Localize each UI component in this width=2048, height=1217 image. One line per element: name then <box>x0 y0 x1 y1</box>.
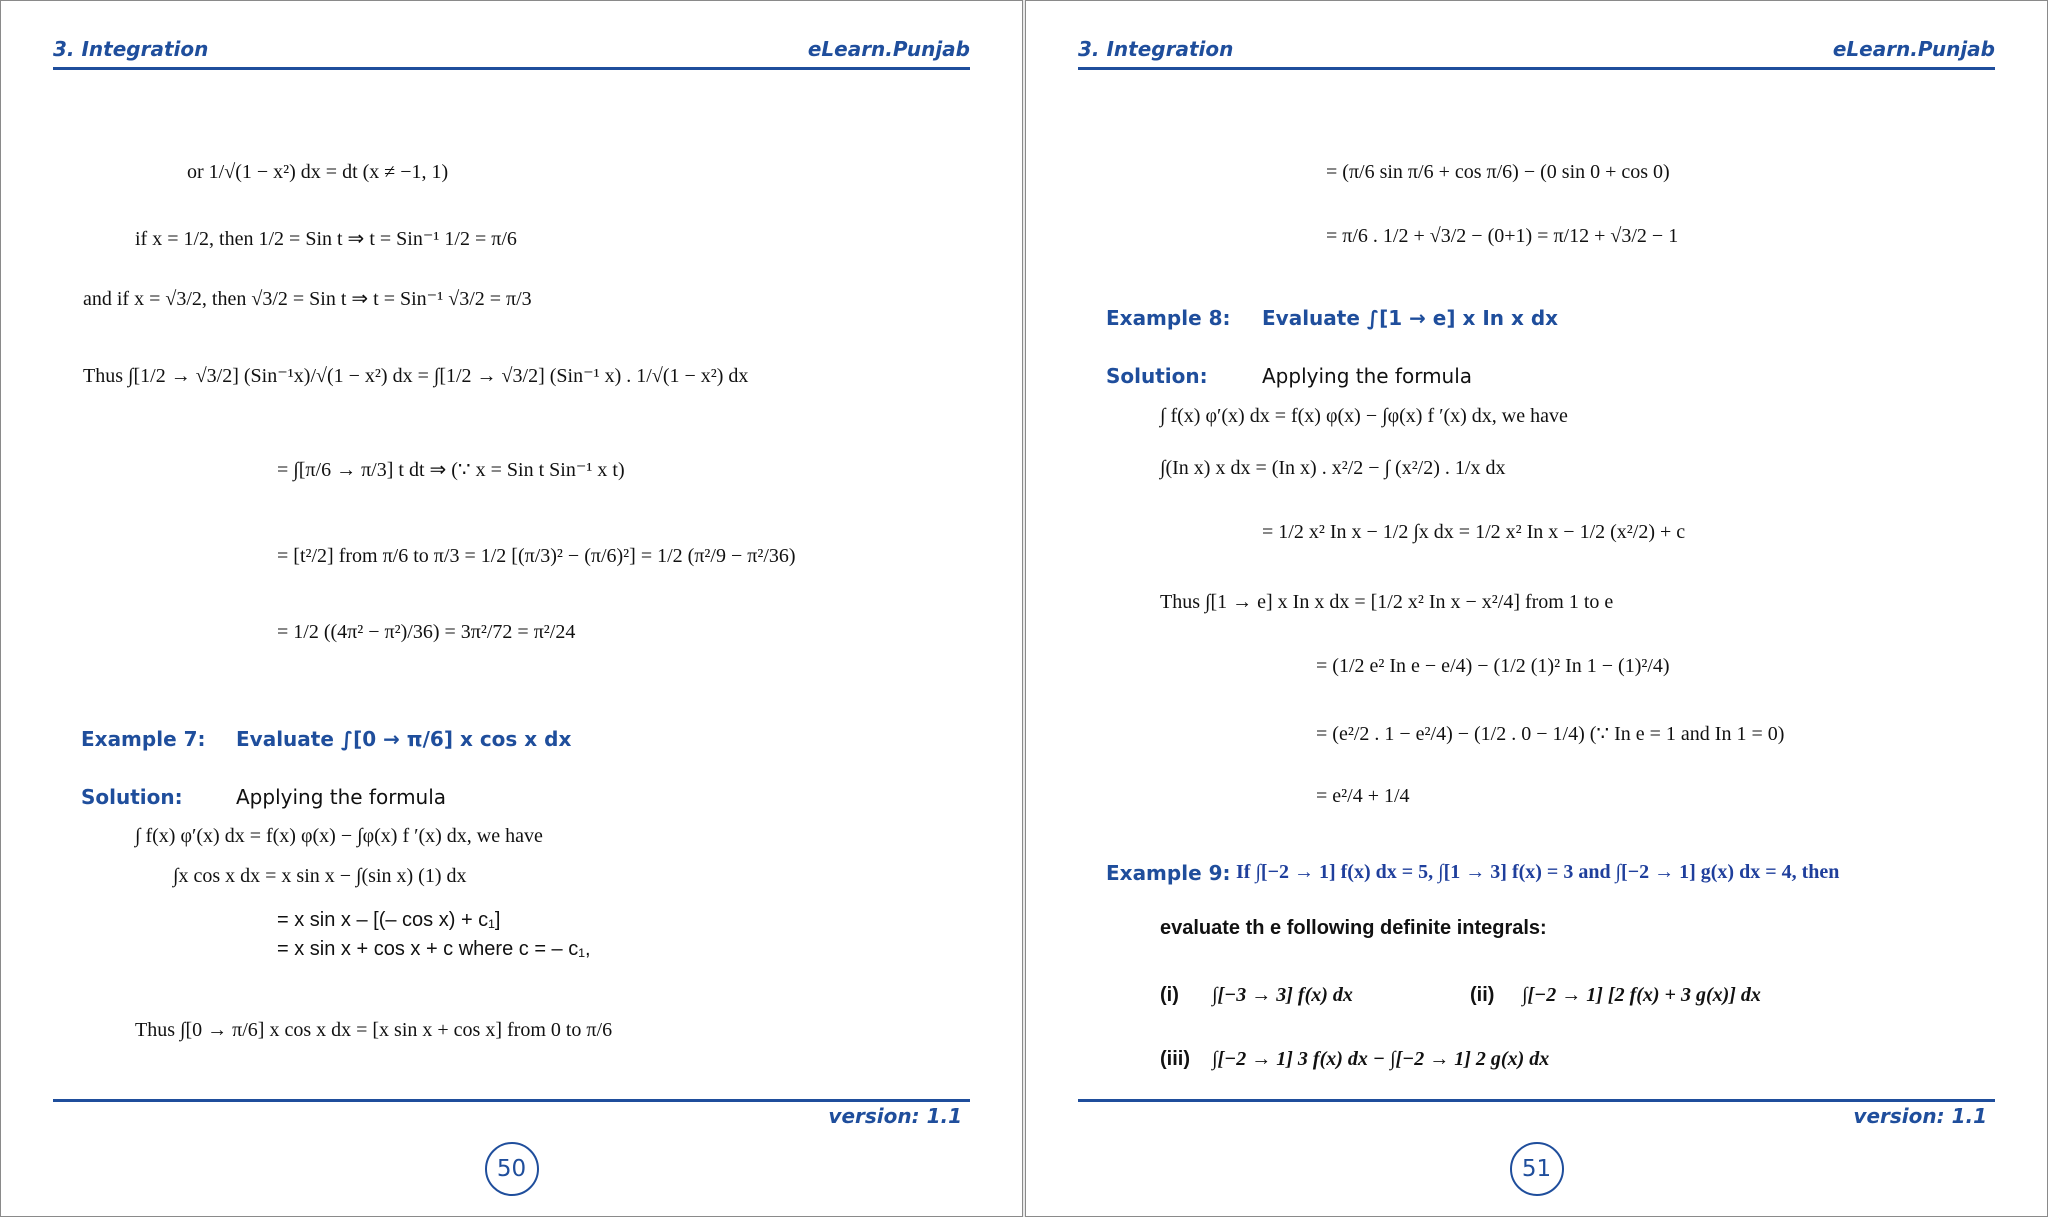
page-number: 50 <box>485 1142 539 1196</box>
solution-text: Applying the formula <box>1262 364 1473 388</box>
version-label: version: 1.1 <box>828 1104 962 1128</box>
example-8-label: Example 8: <box>1106 306 1231 330</box>
part-iii-label: (iii) <box>1160 1048 1190 1070</box>
math-line: ∫x cos x dx = x sin x − ∫(sin x) (1) dx <box>173 865 467 887</box>
math-line: Thus ∫[1/2 → √3/2] (Sin⁻¹x)/√(1 − x²) dx = ∫[1/2 → √3/2] (Sin⁻¹ x) . 1/√(1 − x²) dx <box>83 365 749 387</box>
math-line: or 1/√(1 − x²) dx = dt (x ≠ −1, 1) <box>187 161 449 183</box>
example-8-statement: Evaluate ∫[1 → e] x In x dx <box>1262 306 1559 330</box>
example-9-statement: If ∫[−2 → 1] f(x) dx = 5, ∫[1 → 3] f(x) = 3 and ∫[−2 → 1] g(x) dx = 4, then <box>1236 861 1840 883</box>
part-i-label: (i) <box>1160 984 1179 1006</box>
math-line: ∫ f(x) φ′(x) dx = f(x) φ(x) − ∫φ(x) f ′(x) dx, we have <box>135 825 543 847</box>
math-line: = [t²/2] from π/6 to π/3 = 1/2 [(π/3)² − (π/6)²] = 1/2 (π²/9 − π²/36) <box>277 545 796 567</box>
solution-text: Applying the formula <box>236 785 447 809</box>
math-line: = 1/2 x² In x − 1/2 ∫x dx = 1/2 x² In x − 1/2 (x²/2) + c <box>1262 521 1686 543</box>
page-51 <box>1025 0 2048 1217</box>
math-line: Thus ∫[0 → π/6] x cos x dx = [x sin x + cos x] from 0 to π/6 <box>135 1019 613 1041</box>
page-footer <box>53 1099 970 1128</box>
math-line: = x sin x – [(– cos x) + c₁] <box>277 909 501 931</box>
math-line: = 1/2 ((4π² − π²)/36) = 3π²/72 = π²/24 <box>277 621 576 643</box>
math-line: Thus ∫[1 → e] x In x dx = [1/2 x² In x − x²/4] from 1 to e <box>1160 591 1614 613</box>
solution-label: Solution: <box>81 785 183 809</box>
math-line: ∫(In x) x dx = (In x) . x²/2 − ∫ (x²/2) . 1/x dx <box>1160 457 1506 479</box>
example-9-instruction: evaluate th e following definite integrals: <box>1160 917 1547 939</box>
solution-label: Solution: <box>1106 364 1208 388</box>
part-ii-label: (ii) <box>1470 984 1495 1006</box>
version-label: version: 1.1 <box>1853 1104 1987 1128</box>
math-line: = e²/4 + 1/4 <box>1316 785 1410 807</box>
math-line: = (e²/2 . 1 − e²/4) − (1/2 . 0 − 1/4) (∵ In e = 1 and In 1 = 0) <box>1316 723 1785 745</box>
math-line: = (1/2 e² In e − e/4) − (1/2 (1)² In 1 − (1)²/4) <box>1316 655 1670 677</box>
math-line: = (π/6 sin π/6 + cos π/6) − (0 sin 0 + cos 0) <box>1326 161 1670 183</box>
chapter-title: 3. Integration <box>53 37 209 61</box>
math-line: = π/6 . 1/2 + √3/2 − (0+1) = π/12 + √3/2 − 1 <box>1326 225 1679 247</box>
page-number: 51 <box>1510 1142 1564 1196</box>
math-line: = x sin x + cos x + c where c = – c₁, <box>277 938 591 960</box>
page-50 <box>0 0 1023 1217</box>
math-line: if x = 1/2, then 1/2 = Sin t ⇒ t = Sin⁻¹ 1/2 = π/6 <box>135 228 517 250</box>
math-line: ∫ f(x) φ′(x) dx = f(x) φ(x) − ∫φ(x) f ′(x) dx, we have <box>1160 405 1568 427</box>
example-7-label: Example 7: <box>81 727 206 751</box>
page-header <box>1078 37 1995 70</box>
part-iii-expression: ∫[−2 → 1] 3 f(x) dx − ∫[−2 → 1] 2 g(x) dx <box>1212 1048 1550 1070</box>
part-ii-expression: ∫[−2 → 1] [2 f(x) + 3 g(x)] dx <box>1522 984 1761 1006</box>
example-7-statement: Evaluate ∫[0 → π/6] x cos x dx <box>236 727 572 751</box>
math-line: = ∫[π/6 → π/3] t dt ⇒ (∵ x = Sin t Sin⁻¹ x t) <box>277 459 625 481</box>
math-line: and if x = √3/2, then √3/2 = Sin t ⇒ t = Sin⁻¹ √3/2 = π/3 <box>83 288 532 310</box>
part-i-expression: ∫[−3 → 3] f(x) dx <box>1212 984 1353 1006</box>
chapter-title: 3. Integration <box>1078 37 1234 61</box>
example-9-label: Example 9: <box>1106 861 1231 885</box>
brand-name: eLearn.Punjab <box>807 37 970 61</box>
page-footer <box>1078 1099 1995 1128</box>
brand-name: eLearn.Punjab <box>1832 37 1995 61</box>
page-header <box>53 37 970 70</box>
